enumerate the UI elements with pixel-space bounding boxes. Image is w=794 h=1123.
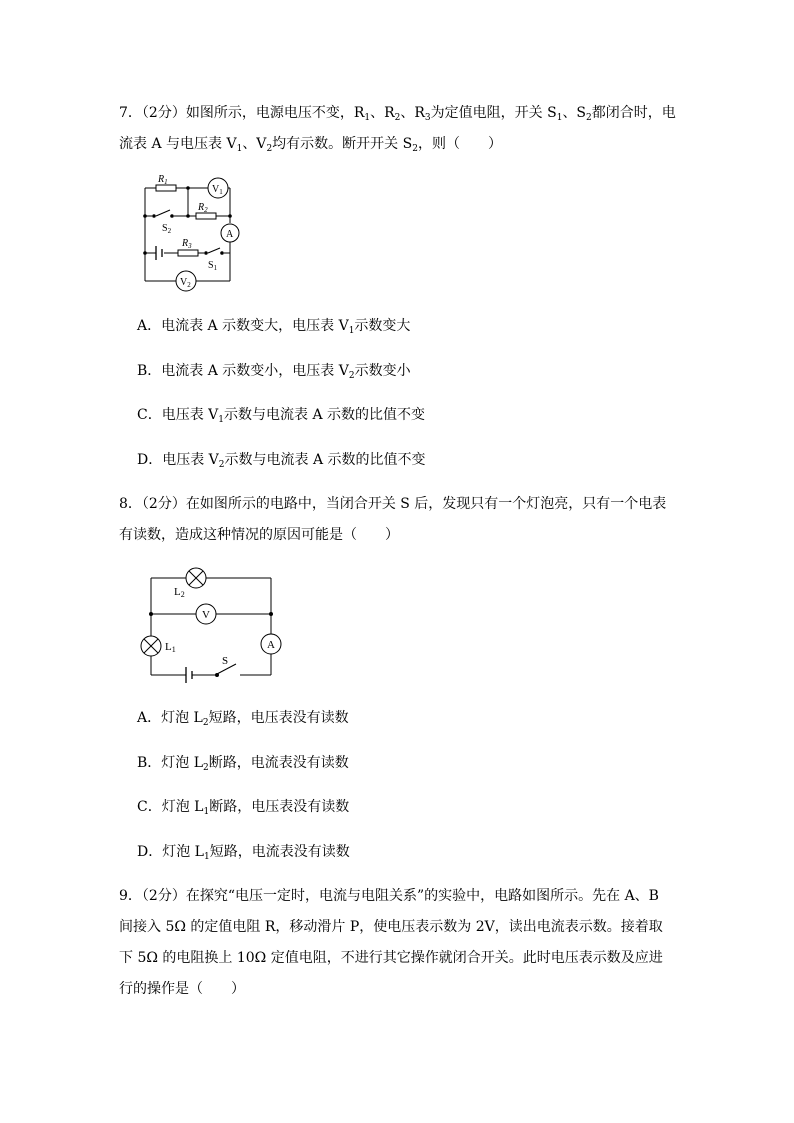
q8-option-c: C．灯泡 $L_1$断路，电压表没有读数 (137, 799, 350, 817)
q8-ammeter-label: A (267, 639, 275, 651)
svg-text:R3: $R_3$ (182, 238, 192, 250)
svg-text:S1: $S_1$ (208, 260, 218, 272)
svg-text:R2: $R_2$ (198, 202, 208, 214)
q8-stem-line2: 有读数，造成这种情况的原因可能是（ ） (119, 527, 399, 543)
q7-r3-resistor (178, 250, 198, 256)
svg-text:S2: $S_2$ (162, 223, 172, 235)
q8-option-b: B．灯泡 $L_2$断路，电流表没有读数 (137, 755, 349, 773)
q9-stem-line3: 下 5Ω 的电阻换上 10Ω 定值电阻，不进行其它操作就闭合开关。此时电压表示数及应进 (119, 950, 663, 966)
svg-text:L2: L2 (174, 586, 185, 599)
q7-v2-label: V (180, 277, 188, 288)
q8-l2-label: L (174, 586, 181, 598)
q7-option-b: B．电流表 A 示数变小，电压表 $V_2$示数变小 (137, 363, 411, 381)
q7-r1-label: R (158, 174, 165, 185)
q7-option-d: D．电压表 $V_2$示数与电流表 A 示数的比值不变 (137, 452, 426, 470)
q7-s1-label: S (208, 260, 214, 271)
svg-text:R1: $R_1$ (158, 174, 168, 186)
q9-stem-line1: 9．（2分）在探究“电压一定时，电流与电阻关系”的实验中，电路如图所示。先在 A、B (119, 888, 659, 904)
q9-stem-line4: 行的操作是（ ） (119, 981, 245, 997)
q7-option-a: A．电流表 A 示数变大，电压表 $V_1$示数变大 (137, 318, 411, 336)
q7-r2-label: R (198, 202, 205, 213)
q8-switch-label: S (222, 655, 229, 667)
q7-option-c: C．电压表 $V_1$示数与电流表 A 示数的比值不变 (137, 407, 426, 425)
q7-circuit-diagram (140, 168, 260, 293)
svg-text:V2: $V_2$ (180, 277, 191, 289)
q7-stem-line2: 流表 A 与电压表 $V_1$、$V_2$均有示数。断开开关 $S_2$，则（ ） (119, 136, 502, 154)
q7-ammeter-label: A (226, 229, 234, 240)
q7-s2-label: S (162, 223, 168, 234)
q8-option-a: A．灯泡 $L_2$短路，电压表没有读数 (137, 710, 349, 728)
svg-text:L1: L1 (165, 641, 176, 654)
q7-v1-label: V (212, 184, 220, 195)
q7-r3-label: R (182, 238, 189, 249)
q8-voltmeter-label: V (202, 609, 210, 621)
q8-stem-line1: 8．（2分）在如图所示的电路中，当闭合开关 S 后，发现只有一个灯泡亮，只有一个电表 (119, 496, 667, 512)
q8-circuit-diagram (136, 568, 286, 678)
q7-stem-line1: 7．（2分）如图所示，电源电压不变，$R_1$、$R_2$、$R_3$为定值电阻，开关 $S_1$、$S_2$都闭合时，电 (119, 105, 676, 123)
q8-option-d: D．灯泡 $L_1$短路，电流表没有读数 (137, 844, 350, 862)
svg-text:V1: $V_1$ (212, 184, 223, 196)
q9-stem-line2: 间接入 5Ω 的定值电阻 R，移动滑片 P，使电压表示数为 2V，读出电流表示数。接着取 (119, 919, 663, 935)
q8-l1-label: L (165, 641, 172, 653)
